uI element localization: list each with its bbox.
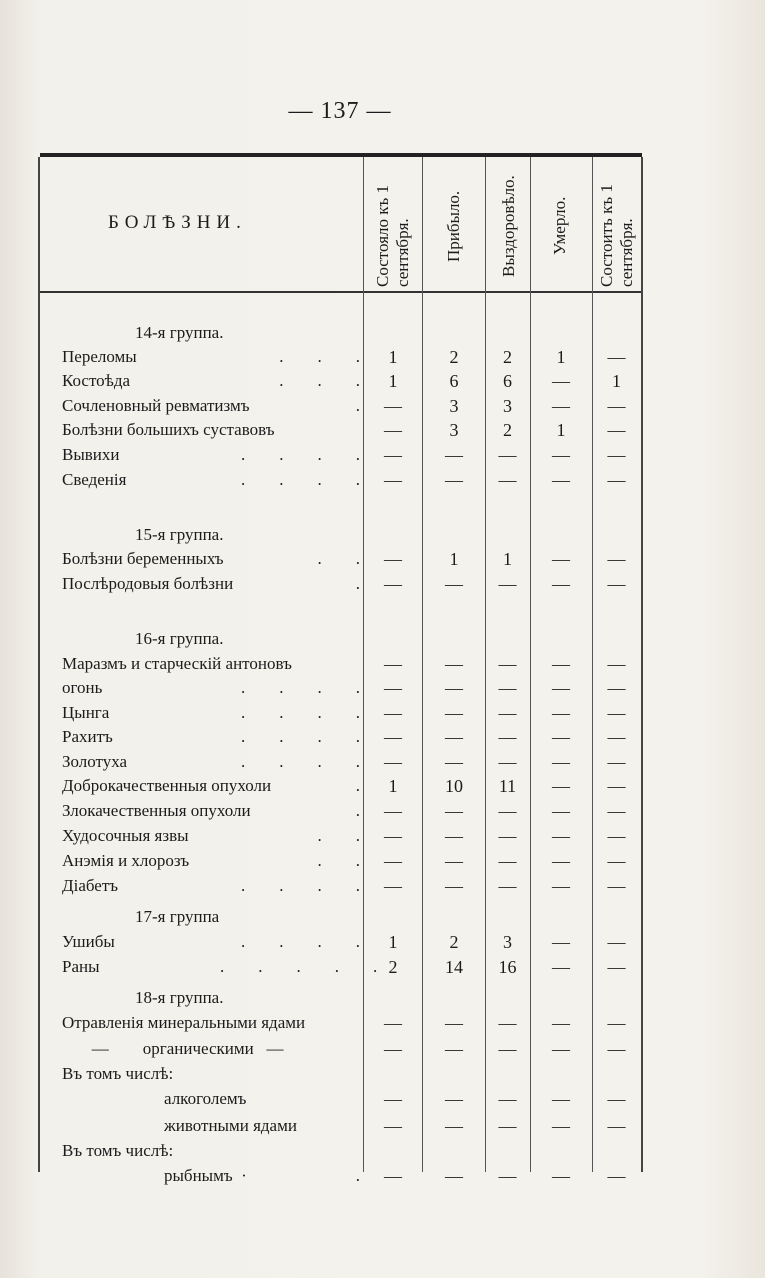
value-died: — bbox=[552, 801, 570, 821]
value-start: 1 bbox=[388, 932, 398, 952]
value-arrived: — bbox=[445, 678, 463, 698]
value-died: — bbox=[552, 752, 570, 772]
table-row bbox=[40, 652, 641, 676]
disease-name: Доброкачественныя опухоли bbox=[62, 776, 272, 795]
table-row bbox=[40, 750, 641, 774]
leader-dots: . . . bbox=[279, 371, 360, 390]
value-recovered: — bbox=[498, 1013, 517, 1033]
value-recovered: — bbox=[498, 727, 517, 747]
table-row bbox=[40, 930, 641, 954]
table-row bbox=[40, 1087, 641, 1111]
value-start: — bbox=[384, 678, 402, 698]
disease-name: алкоголемъ bbox=[62, 1089, 247, 1108]
table-row bbox=[40, 572, 641, 596]
leader-dots: . . bbox=[317, 851, 360, 870]
value-recovered: 2 bbox=[503, 347, 512, 367]
value-recovered: — bbox=[498, 1039, 517, 1059]
value-arrived: 2 bbox=[449, 932, 459, 952]
disease-name: рыбнымъ · bbox=[62, 1166, 247, 1185]
column-header-recovered: Выздоровѣло. bbox=[499, 175, 518, 277]
value-end: — bbox=[607, 1013, 626, 1033]
page-number: — 137 — bbox=[288, 98, 392, 124]
value-start: — bbox=[384, 1089, 402, 1109]
group-heading-row bbox=[40, 905, 641, 929]
value-arrived: — bbox=[445, 727, 463, 747]
value-start: — bbox=[384, 703, 402, 723]
value-arrived: — bbox=[445, 1166, 463, 1186]
value-recovered: — bbox=[498, 801, 517, 821]
value-start: 1 bbox=[388, 776, 398, 796]
leader-dots: . . bbox=[317, 826, 360, 845]
value-died: — bbox=[552, 703, 570, 723]
table-row bbox=[40, 394, 641, 418]
value-arrived: — bbox=[445, 574, 463, 594]
value-died: — bbox=[552, 574, 570, 594]
value-recovered: — bbox=[498, 826, 517, 846]
group-heading: 18-я группа. bbox=[135, 988, 224, 1007]
value-arrived: — bbox=[445, 703, 463, 723]
value-end: — bbox=[607, 654, 626, 674]
value-end: — bbox=[607, 678, 626, 698]
value-recovered: — bbox=[498, 1166, 517, 1186]
table-row bbox=[40, 1114, 641, 1138]
table-row bbox=[40, 1037, 641, 1061]
table-header-title: БОЛѢЗНИ. bbox=[108, 212, 247, 233]
disease-name: Злокачественныя опухоли bbox=[62, 801, 251, 820]
leader-dots: . . . . bbox=[241, 470, 360, 489]
group-heading-row bbox=[40, 321, 641, 345]
value-arrived: — bbox=[445, 1013, 463, 1033]
value-died: — bbox=[552, 654, 570, 674]
value-arrived: — bbox=[445, 801, 463, 821]
value-end: — bbox=[607, 470, 626, 490]
disease-name: Сочленовный ревматизмъ bbox=[62, 396, 250, 415]
leader-dots: . . . . bbox=[241, 703, 360, 722]
table-row bbox=[40, 468, 641, 492]
disease-name: Въ томъ числѣ: bbox=[62, 1141, 174, 1160]
value-recovered: — bbox=[498, 654, 517, 674]
value-start: — bbox=[384, 574, 402, 594]
table-row bbox=[40, 1011, 641, 1035]
value-died: — bbox=[552, 549, 570, 569]
value-end: — bbox=[607, 1039, 626, 1059]
leader-dots: . bbox=[355, 396, 360, 415]
value-start: — bbox=[384, 752, 402, 772]
value-start: — bbox=[384, 1116, 402, 1136]
value-end: — bbox=[607, 1089, 626, 1109]
group-heading: 15-я группа. bbox=[135, 525, 224, 544]
value-arrived: — bbox=[445, 876, 463, 896]
value-died: — bbox=[552, 727, 570, 747]
leader-dots: . . . . bbox=[241, 932, 360, 951]
value-died: — bbox=[552, 1039, 570, 1059]
table-row bbox=[40, 824, 641, 848]
disease-name: Костоѣда bbox=[62, 371, 131, 390]
value-arrived: — bbox=[445, 1116, 463, 1136]
column-header-start: Состояло къ 1 сентября. bbox=[373, 184, 412, 287]
group-heading-row bbox=[40, 986, 641, 1010]
value-end: — bbox=[607, 396, 626, 416]
value-died: — bbox=[552, 445, 570, 465]
value-recovered: 16 bbox=[498, 957, 517, 977]
disease-name: Рахитъ bbox=[62, 727, 113, 746]
disease-name: Сведенія bbox=[62, 470, 127, 489]
group-heading: 17-я группа bbox=[135, 907, 220, 926]
value-start: 1 bbox=[388, 371, 398, 391]
table-row bbox=[40, 1164, 641, 1188]
leader-dots: . . . bbox=[279, 347, 360, 366]
disease-name: огонь bbox=[62, 678, 103, 697]
value-end: — bbox=[607, 420, 626, 440]
table-row bbox=[40, 547, 641, 571]
value-recovered: — bbox=[498, 876, 517, 896]
value-arrived: — bbox=[445, 470, 463, 490]
value-arrived: 10 bbox=[445, 776, 463, 796]
value-died: — bbox=[552, 776, 570, 796]
column-header-died: Умерло. bbox=[550, 196, 569, 256]
leader-dots: . bbox=[355, 574, 360, 593]
value-end: — bbox=[607, 549, 626, 569]
disease-name: Ушибы bbox=[62, 932, 115, 951]
value-recovered: 2 bbox=[503, 420, 512, 440]
leader-dots: . . . . . bbox=[220, 957, 378, 976]
value-recovered: — bbox=[498, 851, 517, 871]
value-end: — bbox=[607, 826, 626, 846]
disease-name: Цынга bbox=[62, 703, 110, 722]
value-recovered: — bbox=[498, 445, 517, 465]
disease-name: Болѣзни беременныхъ bbox=[62, 549, 224, 568]
column-header-arrived: Прибыло. bbox=[444, 190, 463, 262]
value-died: 1 bbox=[556, 347, 566, 367]
leader-dots: . . . . bbox=[241, 727, 360, 746]
value-died: 1 bbox=[556, 420, 566, 440]
value-end: — bbox=[607, 876, 626, 896]
value-recovered: 11 bbox=[498, 776, 517, 796]
value-died: — bbox=[552, 932, 570, 952]
disease-name: Переломы bbox=[62, 347, 137, 366]
disease-name: Въ томъ числѣ: bbox=[62, 1064, 174, 1083]
disease-name: Отравленія минеральными ядами bbox=[62, 1013, 306, 1032]
value-recovered: — bbox=[498, 678, 517, 698]
value-start: — bbox=[384, 1013, 402, 1033]
value-died: — bbox=[552, 470, 570, 490]
value-recovered: — bbox=[498, 470, 517, 490]
disease-name: — органическими — bbox=[62, 1039, 284, 1058]
value-arrived: — bbox=[445, 1039, 463, 1059]
value-end: — bbox=[607, 574, 626, 594]
value-end: — bbox=[607, 445, 626, 465]
disease-name: Маразмъ и старческій антоновъ bbox=[62, 654, 292, 673]
table-row bbox=[40, 1139, 641, 1163]
leader-dots: . bbox=[355, 1166, 360, 1185]
value-arrived: — bbox=[445, 826, 463, 846]
disease-name: Худосочныя язвы bbox=[62, 826, 189, 845]
value-start: — bbox=[384, 445, 402, 465]
value-arrived: — bbox=[445, 851, 463, 871]
disease-name: Послѣродовыя болѣзни bbox=[62, 574, 234, 593]
leader-dots: . . . . bbox=[241, 445, 360, 464]
leader-dots: . bbox=[355, 801, 360, 820]
value-died: — bbox=[552, 1089, 570, 1109]
table-row bbox=[40, 725, 641, 749]
table-top-rule bbox=[40, 153, 642, 157]
value-arrived: — bbox=[445, 654, 463, 674]
value-end: — bbox=[607, 1116, 626, 1136]
value-start: — bbox=[384, 1039, 402, 1059]
table-right-border bbox=[641, 157, 643, 1172]
value-died: — bbox=[552, 1013, 570, 1033]
value-end: — bbox=[607, 957, 626, 977]
value-died: — bbox=[552, 1166, 570, 1186]
value-recovered: 1 bbox=[503, 549, 512, 569]
value-end: — bbox=[607, 776, 626, 796]
value-recovered: — bbox=[498, 1116, 517, 1136]
value-arrived: 6 bbox=[449, 371, 459, 391]
value-died: — bbox=[552, 851, 570, 871]
value-start: — bbox=[384, 876, 402, 896]
table-row bbox=[40, 1062, 641, 1086]
value-arrived: 1 bbox=[449, 549, 459, 569]
table-row bbox=[40, 369, 641, 393]
value-recovered: 3 bbox=[503, 932, 512, 952]
value-recovered: — bbox=[498, 703, 517, 723]
value-end: — bbox=[607, 347, 626, 367]
value-start: 1 bbox=[388, 347, 398, 367]
table-row bbox=[40, 345, 641, 369]
value-arrived: 14 bbox=[445, 957, 463, 977]
value-end: — bbox=[607, 703, 626, 723]
value-recovered: — bbox=[498, 752, 517, 772]
disease-name: Раны bbox=[62, 957, 100, 976]
column-header-end: Состоитъ къ 1 сентября. bbox=[597, 184, 636, 287]
value-start: — bbox=[384, 549, 402, 569]
disease-name: Золотуха bbox=[62, 752, 128, 771]
value-start: — bbox=[384, 851, 402, 871]
value-end: — bbox=[607, 727, 626, 747]
value-recovered: 3 bbox=[503, 396, 512, 416]
table-row bbox=[40, 676, 641, 700]
table-row bbox=[40, 849, 641, 873]
value-died: — bbox=[552, 876, 570, 896]
value-start: 2 bbox=[388, 957, 398, 977]
value-died: — bbox=[552, 826, 570, 846]
value-arrived: 3 bbox=[449, 396, 459, 416]
value-end: — bbox=[607, 932, 626, 952]
value-arrived: — bbox=[445, 752, 463, 772]
value-died: — bbox=[552, 1116, 570, 1136]
table-row bbox=[40, 701, 641, 725]
header-bottom-rule bbox=[40, 291, 641, 293]
value-died: — bbox=[552, 957, 570, 977]
disease-name: животными ядами bbox=[62, 1116, 297, 1135]
value-start: — bbox=[384, 420, 402, 440]
leader-dots: . bbox=[355, 776, 360, 795]
disease-name: Діабетъ bbox=[62, 876, 119, 895]
leader-dots: . . . . bbox=[241, 752, 360, 771]
disease-name: Болѣзни большихъ суставовъ bbox=[62, 420, 275, 439]
group-heading: 16-я группа. bbox=[135, 629, 224, 648]
table-row bbox=[40, 418, 641, 442]
value-arrived: — bbox=[445, 445, 463, 465]
value-end: — bbox=[607, 851, 626, 871]
value-start: — bbox=[384, 826, 402, 846]
disease-name: Анэмія и хлорозъ bbox=[62, 851, 190, 870]
group-heading-row bbox=[40, 627, 641, 651]
value-died: — bbox=[552, 678, 570, 698]
table-row bbox=[40, 443, 641, 467]
disease-name: Вывихи bbox=[62, 445, 120, 464]
table-row bbox=[40, 874, 641, 898]
value-start: — bbox=[384, 801, 402, 821]
leader-dots: . . . . bbox=[241, 876, 360, 895]
leader-dots: . . . . bbox=[241, 678, 360, 697]
value-end: — bbox=[607, 1166, 626, 1186]
value-recovered: 6 bbox=[503, 371, 512, 391]
table-row bbox=[40, 774, 641, 798]
value-recovered: — bbox=[498, 574, 517, 594]
table-row bbox=[40, 955, 641, 979]
leader-dots: . . bbox=[317, 549, 360, 568]
value-end: — bbox=[607, 752, 626, 772]
value-start: — bbox=[384, 1166, 402, 1186]
value-end: 1 bbox=[612, 371, 621, 391]
value-start: — bbox=[384, 470, 402, 490]
table-row bbox=[40, 799, 641, 823]
value-start: — bbox=[384, 396, 402, 416]
value-start: — bbox=[384, 727, 402, 747]
value-arrived: 2 bbox=[449, 347, 459, 367]
value-died: — bbox=[552, 371, 570, 391]
group-heading-row bbox=[40, 523, 641, 547]
group-heading: 14-я группа. bbox=[135, 323, 224, 342]
value-end: — bbox=[607, 801, 626, 821]
value-arrived: — bbox=[445, 1089, 463, 1109]
value-start: — bbox=[384, 654, 402, 674]
value-died: — bbox=[552, 396, 570, 416]
value-recovered: — bbox=[498, 1089, 517, 1109]
value-arrived: 3 bbox=[449, 420, 459, 440]
